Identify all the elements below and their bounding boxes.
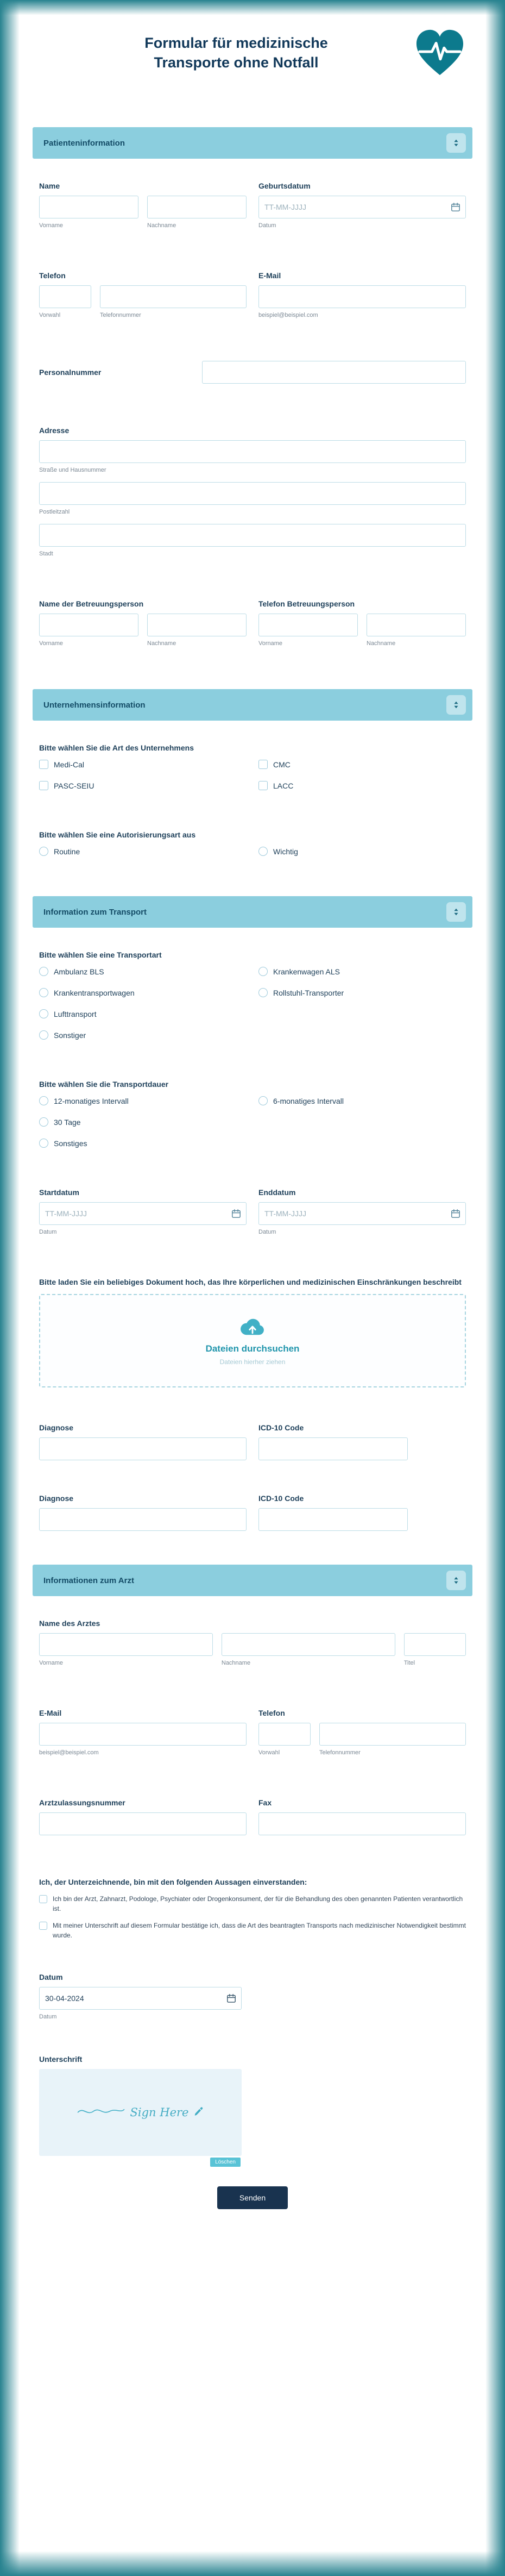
radio-icon [258, 967, 268, 976]
section-transport [33, 896, 472, 1531]
section-header-doctor[interactable] [33, 1565, 472, 1596]
field-label: Bitte wählen Sie die Transportdauer [39, 1080, 169, 1089]
field-caregiver-phone [258, 599, 466, 647]
sign-here-text: Sign Here [130, 2106, 189, 2119]
transport-fields [33, 951, 472, 1531]
sublabel: Titel [403, 1660, 415, 1666]
field-label: Name des Arztes [39, 1619, 100, 1628]
section-collapse-icon[interactable] [446, 1571, 466, 1590]
checkbox-cmc[interactable] [258, 760, 466, 769]
field-label: E-Mail [258, 271, 281, 280]
sublabel: Vorwahl [258, 1749, 280, 1756]
radio-krankenwagen-als[interactable] [258, 967, 466, 976]
checkbox-icon [258, 760, 268, 769]
field-label: Diagnose [39, 1494, 74, 1503]
sublabel: Telefonnummer [100, 312, 141, 318]
field-authorization-type [39, 830, 466, 856]
radio-wichtig[interactable] [258, 847, 466, 856]
radio-sonstiges[interactable] [39, 1139, 247, 1148]
doctor-phone-number-input[interactable] [319, 1723, 466, 1746]
field-label: Diagnose [39, 1423, 74, 1432]
calendar-icon[interactable] [451, 1209, 460, 1218]
checkbox-icon [258, 781, 268, 790]
field-label: Geburtsdatum [258, 182, 311, 190]
patient-first-name-input[interactable] [39, 196, 138, 218]
section-doctor [33, 1565, 472, 2209]
field-agreement [39, 1878, 466, 1940]
option-label: 30 Tage [54, 1117, 81, 1127]
field-label: ICD-10 Code [258, 1494, 304, 1503]
radio-icon [258, 847, 268, 856]
address-city-input[interactable] [39, 524, 466, 547]
sublabel: Telefonnummer [319, 1749, 361, 1756]
checkbox-icon [39, 760, 48, 769]
section-collapse-icon[interactable] [446, 695, 466, 715]
option-label: Sonstiger [54, 1030, 86, 1040]
sublabel: Postleitzahl [39, 509, 70, 515]
radio-6-monatiges-intervall[interactable] [258, 1096, 466, 1105]
diagnose-2-input[interactable] [39, 1508, 247, 1531]
field-caregiver-name [39, 599, 247, 647]
option-label: Routine [54, 847, 80, 856]
address-zip-input[interactable] [39, 482, 466, 505]
sublabel: beispiel@beispiel.com [39, 1749, 99, 1756]
field-label: Personalnummer [39, 368, 102, 377]
signature-date-input[interactable] [39, 1987, 242, 2010]
checkbox-icon [39, 781, 48, 790]
option-label: 6-monatiges Intervall [273, 1096, 344, 1105]
sublabel: Nachname [147, 640, 176, 647]
radio-lufttransport[interactable] [39, 1009, 247, 1018]
radio-icon [39, 988, 48, 997]
sublabel: Datum [39, 1229, 57, 1235]
field-patient-email [258, 271, 466, 318]
sublabel: Nachname [367, 640, 396, 647]
form-title-line1: Formular für medizinische [144, 34, 328, 51]
patient-fields [33, 182, 472, 647]
radio-icon [39, 1139, 48, 1148]
agreement-text: Mit meiner Unterschrift auf diesem Formular bestätige ich, dass die Art des beantragten Transports nach medizinischer Notwendigkeit bestimmt wurde. [53, 1922, 466, 1939]
field-signature-date [39, 1973, 242, 2020]
option-label: Rollstuhl-Transporter [273, 988, 344, 997]
sublabel: Vorname [39, 1660, 64, 1666]
field-patient-phone [39, 271, 247, 318]
agreement-intro: Ich, der Unterzeichnende, bin mit den folgenden Aussagen einverstanden: [39, 1878, 307, 1886]
field-file-upload [39, 1278, 466, 1387]
section-header-company[interactable] [33, 689, 472, 721]
field-signature [39, 2055, 466, 2165]
caregiver-phone-first-input[interactable] [258, 614, 358, 636]
diagnose-1-input[interactable] [39, 1437, 247, 1460]
signature-flourish [76, 2106, 126, 2119]
radio-ambulanz-bls[interactable] [39, 967, 247, 976]
radio-icon [39, 1096, 48, 1105]
caregiver-phone-second-input[interactable] [367, 614, 466, 636]
section-header-transport[interactable] [33, 896, 472, 928]
sublabel: Straße und Hausnummer [39, 467, 106, 473]
field-label: Bitte wählen Sie eine Autorisierungsart aus [39, 830, 196, 839]
field-label: Adresse [39, 426, 70, 435]
field-label: Name [39, 182, 60, 190]
start-date-input[interactable] [39, 1202, 247, 1225]
address-street-input[interactable] [39, 440, 466, 463]
checkbox-medi-cal[interactable] [39, 760, 247, 769]
radio-icon [39, 967, 48, 976]
signature-pad[interactable] [39, 2069, 242, 2165]
radio-krankentransportwagen[interactable] [39, 988, 247, 997]
option-label: Ambulanz BLS [54, 967, 104, 976]
sublabel: Vorname [258, 640, 283, 647]
option-label: Sonstiges [54, 1139, 87, 1148]
field-label: Bitte laden Sie ein beliebiges Dokument hoch, das Ihre körperlichen und medizinischen Einschränkungen beschreibt [39, 1278, 462, 1286]
field-label: Telefon Betreuungsperson [258, 599, 355, 608]
sublabel: Nachname [147, 222, 176, 229]
checkbox-lacc[interactable] [258, 781, 466, 790]
field-label: Datum [39, 1973, 63, 1981]
signature-clear-button[interactable]: Löschen [210, 2158, 241, 2167]
sublabel: Datum [258, 222, 276, 229]
icd10-1-input[interactable] [258, 1437, 408, 1460]
calendar-icon[interactable] [451, 202, 460, 212]
field-address [39, 426, 466, 557]
option-label: 12-monatiges Intervall [54, 1096, 129, 1105]
field-label: Fax [258, 1798, 272, 1807]
pen-icon [193, 2105, 205, 2120]
radio-icon [258, 988, 268, 997]
field-label: Unterschrift [39, 2055, 83, 2064]
field-employee-number [39, 361, 466, 384]
section-title: Patienteninformation [43, 138, 125, 148]
patient-last-name-input[interactable] [147, 196, 247, 218]
radio-routine[interactable] [39, 847, 247, 856]
field-label: Bitte wählen Sie die Art des Unternehmens [39, 743, 194, 752]
doctor-fields [33, 1619, 472, 2209]
form-title-line2: Transporte ohne Notfall [154, 54, 319, 71]
radio-rollstuhl-transporter[interactable] [258, 988, 466, 997]
section-patient [33, 127, 472, 647]
section-title: Information zum Transport [43, 907, 147, 917]
agreement-checkbox-1[interactable] [39, 1894, 466, 1914]
drag-files-hint: Dateien hierher ziehen [219, 1358, 286, 1366]
option-label: CMC [273, 760, 291, 769]
sublabel: Nachname [221, 1660, 251, 1666]
checkbox-icon [39, 1922, 47, 1930]
browse-files-button[interactable]: Dateien durchsuchen [205, 1343, 300, 1354]
sublabel: Vorname [39, 640, 64, 647]
cloud-upload-icon [238, 1316, 267, 1340]
field-doctor-name [39, 1619, 466, 1666]
field-transport-duration [39, 1080, 466, 1148]
patient-phone-number-input[interactable] [100, 285, 247, 308]
calendar-icon[interactable] [231, 1209, 241, 1218]
form-title [65, 33, 407, 73]
sublabel: Datum [39, 2014, 57, 2020]
agreement-checkbox-2[interactable] [39, 1921, 466, 1940]
field-end-date [258, 1188, 466, 1235]
radio-30-tage[interactable] [39, 1117, 247, 1127]
field-doctor-email [39, 1709, 247, 1756]
field-patient-name [39, 182, 247, 229]
sublabel: Vorwahl [39, 312, 61, 318]
icd10-2-input[interactable] [258, 1508, 408, 1531]
doctor-phone-area-input[interactable] [258, 1723, 311, 1746]
patient-email-input[interactable] [258, 285, 466, 308]
checkbox-icon [39, 1895, 47, 1903]
field-doctor-phone [258, 1709, 466, 1756]
option-label: Krankenwagen ALS [273, 967, 340, 976]
field-license-number [39, 1798, 247, 1835]
signature-hint [76, 2105, 205, 2120]
birthdate-input[interactable] [258, 196, 466, 218]
field-diagnose-1 [39, 1423, 247, 1460]
radio-icon [39, 1030, 48, 1040]
option-label: PASC-SEIU [54, 781, 94, 790]
doctor-title-input[interactable] [404, 1633, 466, 1656]
section-collapse-icon[interactable] [446, 133, 466, 153]
end-date-input[interactable] [258, 1202, 466, 1225]
license-number-input[interactable] [39, 1812, 247, 1835]
field-transport-type [39, 951, 466, 1040]
radio-icon [39, 847, 48, 856]
sublabel: Vorname [39, 222, 64, 229]
section-header-patient[interactable] [33, 127, 472, 159]
field-icd10-1 [258, 1423, 466, 1460]
field-label: Arztzulassungsnummer [39, 1798, 125, 1807]
field-company-type [39, 743, 466, 790]
agreement-text: Ich bin der Arzt, Zahnarzt, Podologe, Psychiater oder Drogenkonsument, der für die Behandlung des oben genannten Patienten verantwortlich ist. [53, 1895, 463, 1912]
field-label: Startdatum [39, 1188, 79, 1197]
option-label: Lufttransport [54, 1009, 97, 1018]
fax-input[interactable] [258, 1812, 466, 1835]
heart-pulse-icon [407, 28, 472, 77]
section-title: Unternehmensinformation [43, 700, 146, 710]
patient-phone-area-input[interactable] [39, 285, 91, 308]
section-company [33, 689, 472, 856]
radio-icon [39, 1009, 48, 1018]
field-label: E-Mail [39, 1709, 62, 1717]
field-icd10-2 [258, 1494, 466, 1531]
caregiver-first-name-input[interactable] [39, 614, 138, 636]
field-label: ICD-10 Code [258, 1423, 304, 1432]
option-label: Medi-Cal [54, 760, 85, 769]
checkbox-pasc-seiu[interactable] [39, 781, 247, 790]
option-label: LACC [273, 781, 294, 790]
doctor-email-input[interactable] [39, 1723, 247, 1746]
page-edge-gradient-bottom [0, 2551, 505, 2576]
employee-number-input[interactable] [202, 361, 466, 384]
company-fields [33, 743, 472, 856]
field-label: Telefon [258, 1709, 285, 1717]
field-label: Telefon [39, 271, 66, 280]
sublabel: Stadt [39, 551, 53, 557]
caregiver-last-name-input[interactable] [147, 614, 247, 636]
field-start-date [39, 1188, 247, 1235]
radio-12-monatiges-intervall[interactable] [39, 1096, 247, 1105]
calendar-icon[interactable] [226, 1993, 236, 2003]
sublabel: Datum [258, 1229, 276, 1235]
section-collapse-icon[interactable] [446, 902, 466, 922]
doctor-first-name-input[interactable] [39, 1633, 213, 1656]
field-label: Name der Betreuungsperson [39, 599, 144, 608]
radio-sonstiger[interactable] [39, 1030, 247, 1040]
doctor-last-name-input[interactable] [222, 1633, 395, 1656]
field-fax [258, 1798, 466, 1835]
option-label: Krankentransportwagen [54, 988, 135, 997]
field-diagnose-2 [39, 1494, 247, 1531]
field-patient-birthdate [258, 182, 466, 229]
section-title: Informationen zum Arzt [43, 1575, 134, 1585]
form-header [33, 0, 472, 77]
sublabel: beispiel@beispiel.com [258, 312, 318, 318]
radio-icon [39, 1117, 48, 1127]
field-label: Bitte wählen Sie eine Transportart [39, 951, 162, 959]
submit-button[interactable]: Senden [217, 2186, 288, 2209]
field-label: Enddatum [258, 1188, 296, 1197]
radio-icon [258, 1096, 268, 1105]
file-dropzone[interactable] [39, 1294, 466, 1387]
option-label: Wichtig [273, 847, 298, 856]
